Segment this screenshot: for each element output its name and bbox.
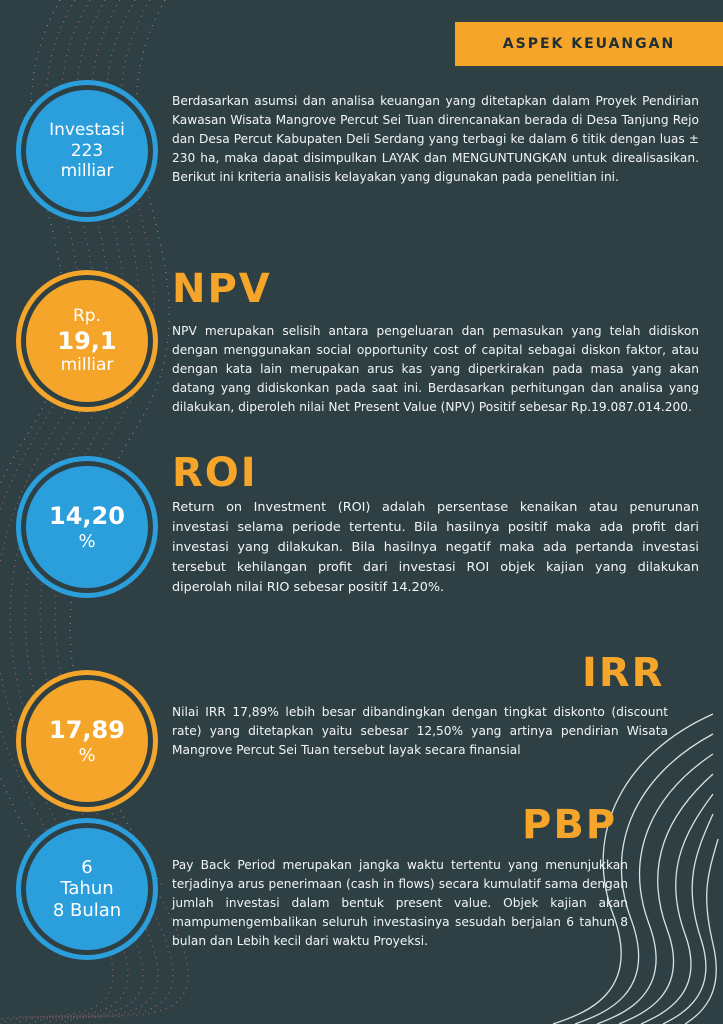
irr-badge-value: 17,89: [49, 715, 125, 744]
pbp-badge-years: 6: [81, 856, 93, 878]
roi-heading: ROI: [172, 450, 258, 496]
banner-label: ASPEK KEUANGAN: [502, 36, 676, 52]
intro-paragraph: Berdasarkan asumsi dan analisa keuangan yang ditetapkan dalam Proyek Pendirian Kawasan Wisata Mangrove Percut Sei Tuan direncanakan berada di Desa Tanjung Rejo dan Desa Percut Kabupaten Deli Serdang yang terbagi ke dalam 6 titik dengan luas ± 230 ha, maka dapat disimpulkan LAYAK dan MENGUNTUNGKAN untuk direalisasikan. Berikut ini kriteria analisis kelayakan yang digunakan pada penelitian ini.: [172, 94, 699, 184]
npv-badge: [26, 280, 148, 402]
pbp-badge: [26, 828, 148, 950]
npv-badge-unit: milliar: [60, 355, 114, 376]
npv-badge-prefix: Rp.: [72, 306, 101, 327]
investment-badge-value: 223: [70, 140, 104, 161]
pbp-badge-months: 8 Bulan: [52, 899, 122, 921]
roi-badge-value: 14,20: [49, 501, 125, 530]
pbp-paragraph: Pay Back Period merupakan jangka waktu tertentu yang menunjukkan terjadinya arus penerimaan (cash in flows) secara kumulatif sama dengan jumlah investasi dalam bentuk present value. Objek kajian akan mampumengembalikan seluruh investasinya sesudah berjalan 6 tahun 8 bulan dan Lebih kecil dari waktu Proyeksi.: [172, 858, 628, 948]
npv-heading: NPV: [172, 266, 272, 312]
irr-paragraph: Nilai IRR 17,89% lebih besar dibandingkan dengan tingkat diskonto (discount rate) yang ditetapkan yaitu sebesar 12,50% yang artinya pendirian Wisata Mangrove Percut Sei Tuan tersebut layak secara finansial: [172, 705, 668, 757]
section-banner: [455, 22, 723, 66]
irr-heading: IRR: [582, 650, 665, 696]
investment-badge-label: Investasi: [49, 120, 125, 141]
npv-paragraph: NPV merupakan selisih antara pengeluaran dan pemasukan yang telah didiskon dengan menggunakan social opportunity cost of capital sebagai diskon faktor, atau dengan kata lain merupakan arus kas yang diperkirakan pada masa yang akan datang yang didiskonkan pada saat ini. Berdasarkan perhitungan dan analisa yang dilakukan, diperoleh nilai Net Present Value (NPV) Positif sebesar Rp.19.087.014.200.: [172, 324, 699, 414]
investment-badge: [26, 90, 148, 212]
pbp-badge-years-label: Tahun: [60, 878, 114, 900]
roi-paragraph: Return on Investment (ROI) adalah persentase kenaikan atau penurunan investasi selama periode tertentu. Bila hasilnya positif maka ada profit dari investasi yang dilakukan. Bila hasilnya negatif maka ada pertanda investasi tersebut kehilangan profit dari investasi ROI objek kajian yang dilakukan diperolah nilai RIO sebesar positif 14.20%.: [172, 500, 699, 595]
irr-badge: [26, 680, 148, 802]
irr-badge-unit: %: [78, 744, 96, 766]
npv-badge-value: 19,1: [57, 326, 117, 355]
roi-badge-unit: %: [78, 530, 96, 552]
investment-badge-unit: milliar: [60, 161, 114, 182]
pbp-heading: PBP: [522, 802, 618, 848]
roi-badge: [26, 466, 148, 588]
